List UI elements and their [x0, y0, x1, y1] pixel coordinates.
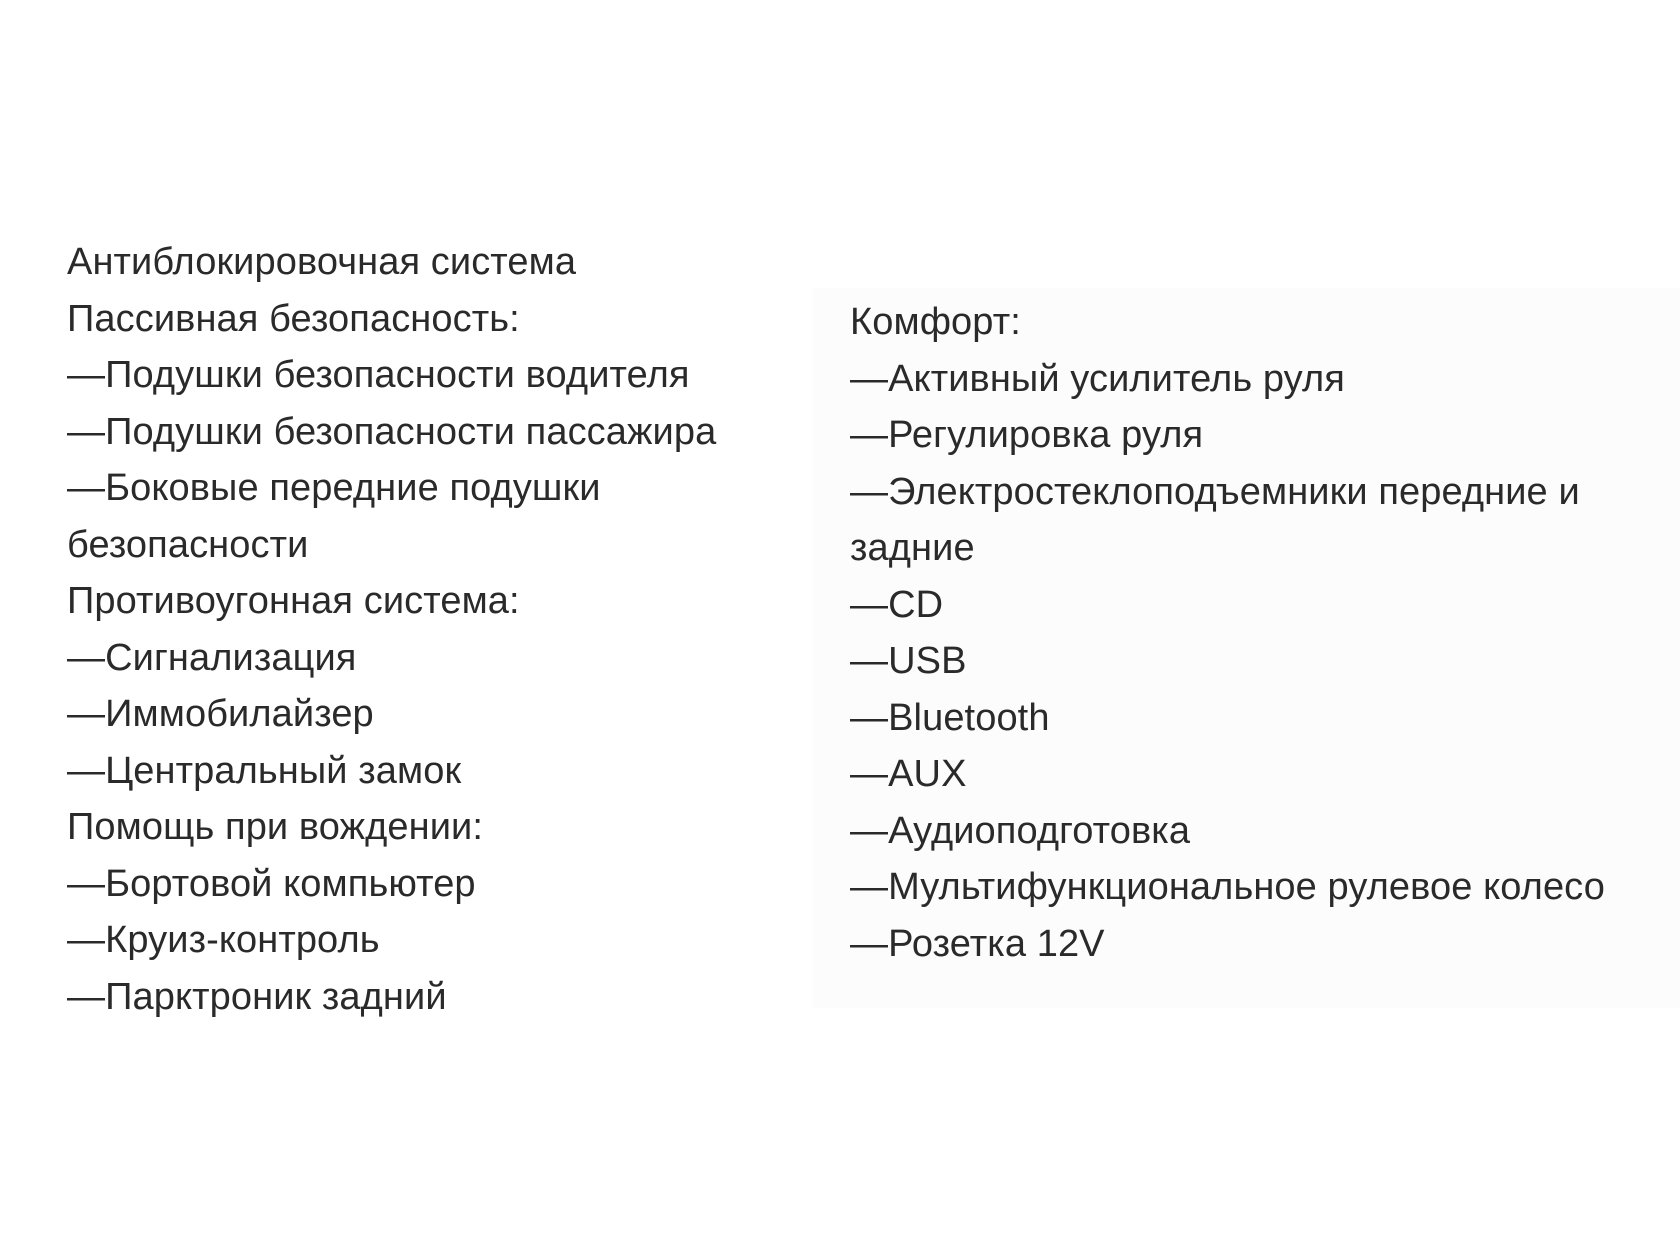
list-item: —Подушки безопасности пассажира: [67, 410, 717, 453]
list-item: —Сигнализация: [67, 636, 357, 679]
list-item-continuation: задние: [850, 527, 975, 569]
list-item: —Розетка 12V: [850, 922, 1105, 965]
list-item: —Электростеклоподъемники передние и: [850, 470, 1580, 513]
list-item: —Бортовой компьютер: [67, 862, 476, 905]
list-item: —Круиз-контроль: [67, 919, 380, 961]
list-item: —Центральный замок: [67, 749, 462, 792]
list-item: —Активный усилитель руля: [850, 357, 1345, 400]
list-item: —CD: [850, 583, 944, 626]
list-item: —Мультифункциональное рулевое колесо: [850, 866, 1605, 908]
list-item: —Bluetooth: [850, 696, 1050, 739]
section-heading-driving-assist: Помощь при вождении:: [67, 806, 484, 848]
left-feature-list: [67, 234, 847, 1025]
list-item: —Подушки безопасности водителя: [67, 354, 690, 396]
list-item: —AUX: [850, 753, 967, 795]
list-item-continuation: безопасности: [67, 523, 309, 566]
section-heading-comfort: Комфорт:: [850, 301, 1021, 343]
list-item: —Парктроник задний: [67, 975, 447, 1018]
section-heading-passive-safety: Пассивная безопасность:: [67, 297, 520, 340]
list-item: —Регулировка руля: [850, 414, 1204, 456]
list-item: —Аудиоподготовка: [850, 809, 1191, 852]
right-feature-list: [813, 288, 1680, 1008]
list-item: —Боковые передние подушки: [67, 467, 601, 509]
list-item: —USB: [850, 640, 967, 682]
list-item: —Иммобилайзер: [67, 693, 374, 735]
section-heading-abs: Антиблокировочная система: [67, 241, 577, 283]
section-heading-anti-theft: Противоугонная система:: [67, 580, 520, 622]
